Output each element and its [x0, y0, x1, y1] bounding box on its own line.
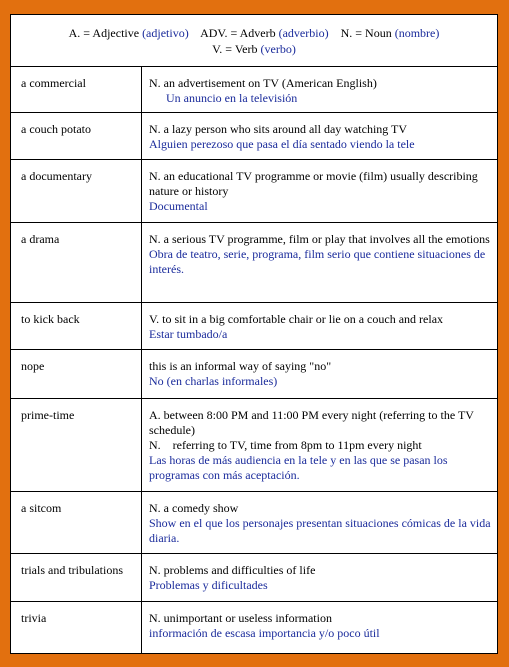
legend-noun: N. = Noun — [340, 25, 392, 40]
definition-cell — [142, 303, 497, 349]
definition-cell — [142, 399, 497, 491]
table-row — [11, 602, 497, 653]
legend-adjective-es: (adjetivo) — [142, 25, 189, 40]
definition-en: N. an advertisement on TV (American English) — [149, 76, 377, 90]
definition-es: Un anuncio en la televisión — [166, 91, 298, 105]
definition-es: Show en el que los personajes presentan situaciones cómicas de la vida diaria. — [149, 516, 491, 545]
definition-cell — [142, 160, 497, 222]
definition-en: N. an educational TV programme or movie (film) usually describing nature or history — [149, 169, 478, 198]
definition-en: V. to sit in a big comfortable chair or lie on a couch and relax — [149, 312, 444, 326]
term-cell: a drama — [11, 223, 142, 302]
term-cell: to kick back — [11, 303, 142, 349]
definition-cell — [142, 113, 497, 159]
definition-es: Estar tumbado/a — [149, 327, 228, 341]
definition-cell — [142, 554, 497, 601]
term-cell: prime-time — [11, 399, 142, 491]
legend-row — [11, 15, 497, 67]
definition-en: N. a serious TV programme, film or play that involves all the emotions — [149, 232, 490, 246]
legend-verb-es: (verbo) — [260, 41, 296, 56]
definition-en: N. a lazy person who sits around all day watching TV — [149, 122, 408, 136]
definition-en: this is an informal way of saying "no" — [149, 359, 332, 373]
definition-cell — [142, 223, 497, 302]
definition-cell — [142, 67, 497, 112]
definition-cell — [142, 602, 497, 653]
term-cell: trials and tribulations — [11, 554, 142, 601]
table-row — [11, 223, 497, 303]
vocabulary-table — [10, 14, 498, 654]
legend-verb: V. = Verb — [212, 41, 258, 56]
legend-adverb: ADV. = Adverb — [200, 25, 276, 40]
definition-es: No (en charlas informales) — [149, 374, 278, 388]
term-cell: a sitcom — [11, 492, 142, 553]
definition-cell — [142, 350, 497, 398]
legend-line-2 — [212, 41, 296, 57]
table-row — [11, 554, 497, 602]
definition-es: Obra de teatro, serie, programa, film serio que contiene situaciones de interés. — [149, 247, 486, 276]
definition-en: N. a comedy show — [149, 501, 239, 515]
term-cell: a commercial — [11, 67, 142, 112]
definition-cell — [142, 492, 497, 553]
definition-es: Problemas y dificultades — [149, 578, 268, 592]
legend-adverb-es: (adverbio) — [278, 25, 329, 40]
definition-es: información de escasa importancia y/o poco útil — [149, 626, 380, 640]
term-cell: trivia — [11, 602, 142, 653]
definition-en: N. referring to TV, time from 8pm to 11pm every night — [149, 438, 422, 452]
legend-noun-es: (nombre) — [394, 25, 440, 40]
definition-en: N. problems and difficulties of life — [149, 563, 316, 577]
table-row — [11, 160, 497, 223]
legend-adjective: A. = Adjective — [68, 25, 140, 40]
definition-es: Documental — [149, 199, 208, 213]
definition-en: N. unimportant or useless information — [149, 611, 332, 625]
table-row — [11, 350, 497, 399]
definition-es: Alguien perezoso que pasa el día sentado viendo la tele — [149, 137, 415, 151]
table-row — [11, 399, 497, 492]
definition-en: A. between 8:00 PM and 11:00 PM every night (referring to the TV schedule) — [149, 408, 474, 437]
term-cell: a couch potato — [11, 113, 142, 159]
term-cell: a documentary — [11, 160, 142, 222]
definition-es: Las horas de más audiencia en la tele y en las que se pasan los programas con más aceptación. — [149, 453, 448, 482]
table-row — [11, 492, 497, 554]
table-row — [11, 303, 497, 350]
table-row — [11, 113, 497, 160]
table-row — [11, 67, 497, 113]
legend-line-1 — [69, 25, 440, 41]
term-cell: nope — [11, 350, 142, 398]
